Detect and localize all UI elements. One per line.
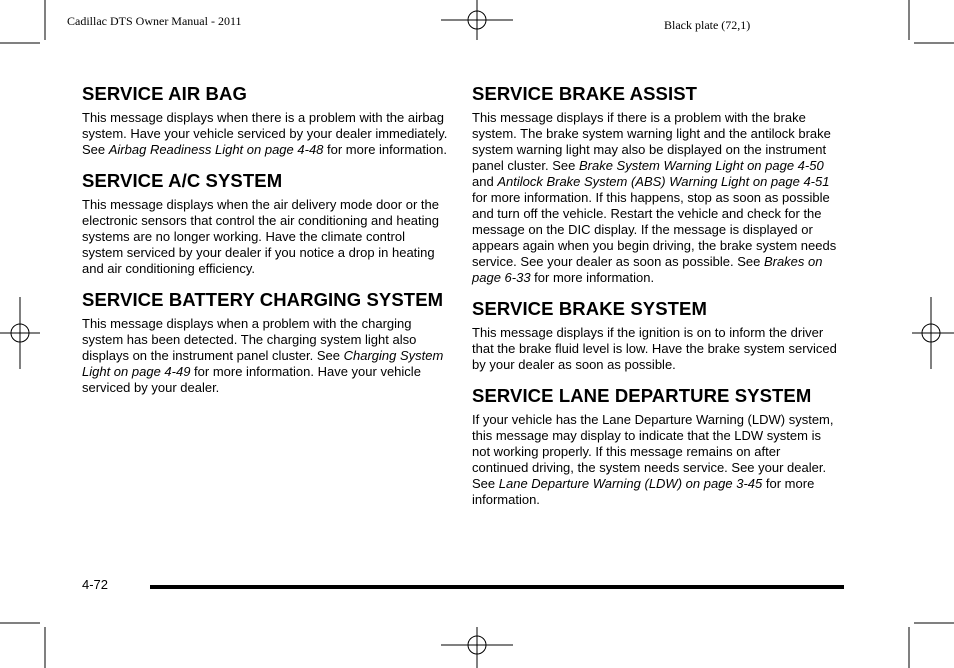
page-number: 4-72 [82,577,109,592]
manual-title-header: Cadillac DTS Owner Manual - 2011 [67,14,242,28]
section-body-service-battery-charging: This message displays when a problem with the charging system has been detected. The charging system light also displays on the instrument panel cluster. See Charging System Light on page 4-49 for more information. Have your vehicle serviced by your dealer. [82,316,444,395]
section-title-service-brake-system: SERVICE BRAKE SYSTEM [472,298,708,319]
cross-reference-link[interactable]: Antilock Brake System (ABS) Warning Light on page 4-51 [497,174,830,189]
section-title-service-battery-charging: SERVICE BATTERY CHARGING SYSTEM [82,289,444,310]
cross-reference-link[interactable]: Airbag Readiness Light on page 4-48 [108,142,324,157]
cross-reference-link[interactable]: Charging System Light on page 4-49 [82,348,444,379]
cross-reference-link[interactable]: Lane Departure Warning (LDW) on page 3-45 [498,476,763,491]
section-title-service-air-bag: SERVICE AIR BAG [82,83,247,104]
section-body-service-ac-system: This message displays when the air delivery mode door or the electronic sensors that control the air conditioning and heating systems are no longer working. Have the climate control system serviced by your dealer if you notice a drop in heating and air conditioning efficiency. [82,197,439,276]
section-title-service-lane-departure: SERVICE LANE DEPARTURE SYSTEM [472,385,812,406]
section-title-service-ac-system: SERVICE A/C SYSTEM [82,170,283,191]
cross-reference-link[interactable]: Brakes on page 6-33 [472,254,823,285]
footer-rule [150,585,844,589]
right-column [472,84,838,521]
section-body-service-air-bag: This message displays when there is a problem with the airbag system. Have your vehicle serviced by your dealer immediately. See Airbag Readiness Light on page 4-48 for more information. [82,110,448,157]
cross-reference-link[interactable]: Brake System Warning Light on page 4-50 [578,158,824,173]
section-title-service-brake-assist: SERVICE BRAKE ASSIST [472,83,698,104]
left-column [82,84,448,409]
section-body-service-brake-assist: This message displays if there is a problem with the brake system. The brake system warning light and the antilock brake system warning light may also be displayed on the instrument panel cluster. See Brake System Warning Light on page 4-50 and Antilock Brake System (ABS) Warning Light on page 4-51 for more information. If this happens, stop as soon as possible and turn off the vehicle. Restart the vehicle and check for the message on the DIC display. If the message is displayed or appears again when you begin driving, the brake system needs service. See your dealer as soon as possible. See Brakes on page 6-33 for more information. [472,110,837,285]
section-body-service-brake-system: This message displays if the ignition is on to inform the driver that the brake fluid level is low. Have the brake system serviced by your dealer as soon as possible. [472,325,837,372]
section-body-service-lane-departure: If your vehicle has the Lane Departure Warning (LDW) system, this message may display to indicate that the LDW system is not working properly. If this message remains on after continued driving, the system needs service. See your dealer. See Lane Departure Warning (LDW) on page 3-45 for more information. [472,412,834,507]
plate-header: Black plate (72,1) [664,18,751,32]
